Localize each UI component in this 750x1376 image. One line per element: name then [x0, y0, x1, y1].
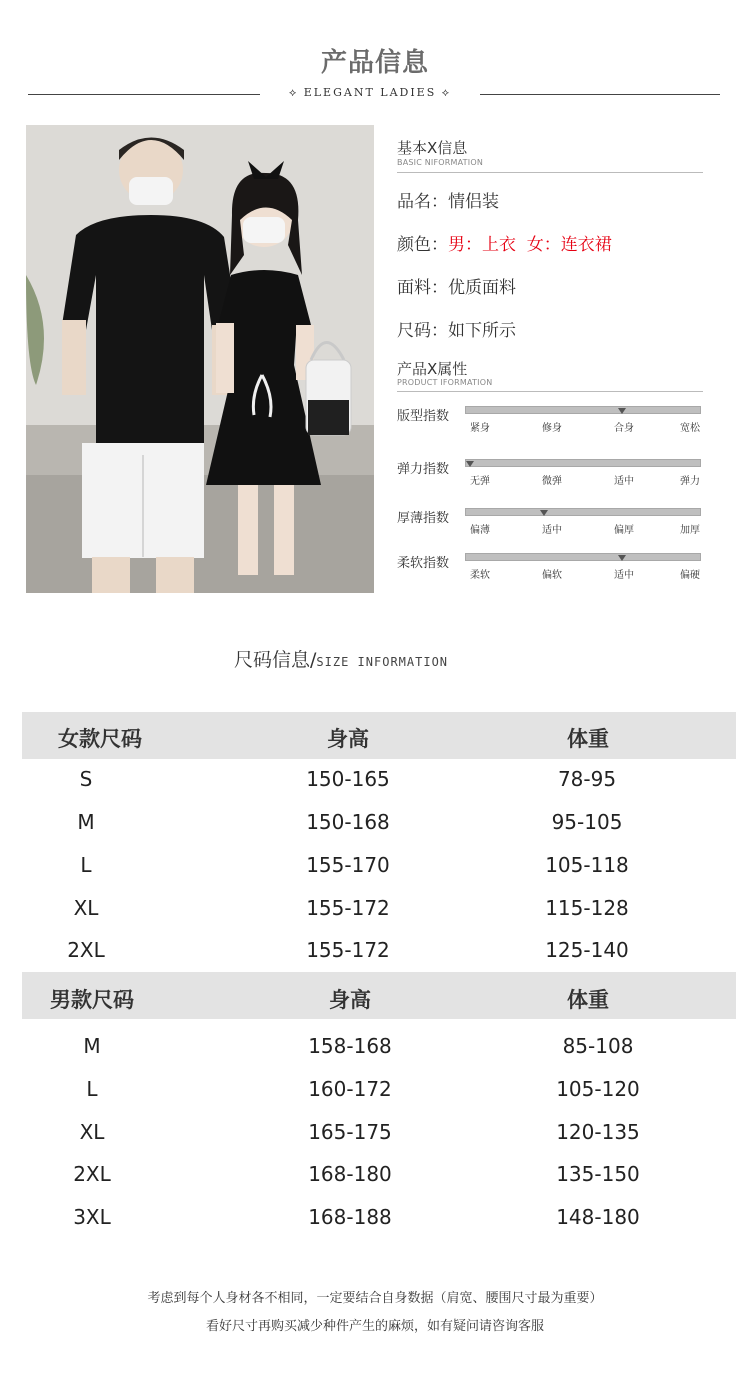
page-title: 产品信息: [320, 48, 429, 78]
attribute-label: 版型指数: [397, 409, 450, 424]
women-size-cell: 105-118: [545, 853, 629, 877]
attribute-label: 弹力指数: [397, 462, 450, 477]
women-size-cell: XL: [73, 896, 99, 920]
size-info-heading: [234, 645, 448, 672]
attribute-selected-marker: [618, 408, 626, 414]
attribute-scale-bar: [465, 553, 701, 561]
attribute-option: 无弹: [470, 476, 490, 487]
men-size-cell: 2XL: [73, 1162, 111, 1186]
attribute-option: 偏软: [542, 570, 562, 581]
men-size-cell: 3XL: [73, 1205, 111, 1229]
women-size-cell: S: [79, 767, 93, 791]
men-size-cell: 135-150: [556, 1162, 640, 1186]
size-info-heading-cn: 尺码信息: [234, 649, 311, 671]
product-size-label: 尺码：: [397, 321, 448, 341]
attribute-option: 合身: [614, 423, 634, 434]
attribute-option: 弹力: [680, 476, 700, 487]
size-info-heading-en: SIZE INFORMATION: [316, 655, 449, 669]
size-note-line-1: 考虑到每个人身材各不相同，一定要结合自身数据（肩宽、腰围尺寸最为重要）: [147, 1291, 603, 1306]
men-size-cell: M: [83, 1034, 101, 1058]
women-size-cell: 2XL: [67, 938, 105, 962]
attribute-option: 紧身: [470, 423, 490, 434]
men-size-header-cell: 体重: [567, 988, 609, 1012]
product-color-value: 男：上衣 女：连衣裙: [448, 235, 612, 255]
attributes-heading: 产品X属性: [397, 360, 468, 378]
header-divider-left: [28, 94, 260, 95]
couple-photo-illustration: [26, 125, 374, 593]
product-color-label: 颜色：: [397, 235, 448, 255]
product-photo: [26, 125, 374, 593]
men-size-cell: 165-175: [308, 1120, 392, 1144]
men-size-cell: 168-180: [308, 1162, 392, 1186]
women-size-cell: 155-172: [306, 938, 390, 962]
size-note-line-2: 看好尺寸再购买减少种件产生的麻烦，如有疑问请咨询客服: [205, 1319, 544, 1334]
men-size-cell: 168-188: [308, 1205, 392, 1229]
basic-info-heading-en: BASIC NIFORMATION: [397, 158, 484, 167]
women-size-cell: 150-165: [306, 767, 390, 791]
attributes-heading-en: PRODUCT IFORMATION: [397, 378, 493, 387]
women-size-cell: 150-168: [306, 810, 390, 834]
product-fabric-row: [397, 273, 516, 298]
subtitle-text: ELEGANT LADIES: [303, 86, 437, 99]
men-size-header-cell: 男款尺码: [50, 988, 134, 1012]
page-subtitle: [262, 86, 478, 100]
attribute-option: 偏薄: [470, 525, 490, 536]
attribute-option: 宽松: [680, 423, 700, 434]
men-size-cell: 120-135: [556, 1120, 640, 1144]
attribute-scale-bar: [465, 406, 701, 414]
women-size-header-cell: 女款尺码: [58, 727, 142, 751]
men-size-cell: 148-180: [556, 1205, 640, 1229]
attribute-scale-bar: [465, 508, 701, 516]
attribute-option: 适中: [542, 525, 562, 536]
attribute-selected-marker: [618, 555, 626, 561]
women-size-cell: 155-170: [306, 853, 390, 877]
women-size-header-cell: 身高: [327, 727, 369, 751]
men-size-cell: 160-172: [308, 1077, 392, 1101]
men-size-cell: 158-168: [308, 1034, 392, 1058]
header-divider-right: [480, 94, 720, 95]
attribute-option: 微弹: [542, 476, 562, 487]
women-size-cell: 115-128: [545, 896, 629, 920]
attribute-selected-marker: [540, 510, 548, 516]
attribute-label: 柔软指数: [397, 556, 450, 571]
women-size-cell: 95-105: [551, 810, 623, 834]
attribute-option: 加厚: [680, 525, 700, 536]
attribute-option: 修身: [542, 423, 562, 434]
women-size-cell: 78-95: [557, 767, 617, 791]
product-name-label: 品名：: [397, 192, 448, 212]
attribute-option: 偏硬: [680, 570, 700, 581]
product-fabric-value: 优质面料: [448, 278, 516, 298]
women-size-cell: L: [80, 853, 92, 877]
men-size-cell: 105-120: [556, 1077, 640, 1101]
attributes-divider: [397, 391, 703, 392]
attribute-label: 厚薄指数: [397, 511, 450, 526]
product-name-row: [397, 187, 499, 212]
subtitle-ornament-right: ⟡: [436, 86, 452, 99]
attribute-selected-marker: [466, 461, 474, 467]
product-fabric-label: 面料：: [397, 278, 448, 298]
men-size-cell: XL: [79, 1120, 105, 1144]
product-color-row: [397, 230, 612, 255]
women-size-cell: M: [77, 810, 95, 834]
basic-info-divider: [397, 172, 703, 173]
attribute-option: 适中: [614, 570, 634, 581]
men-size-header-cell: 身高: [329, 988, 371, 1012]
product-size-row: [397, 316, 516, 341]
basic-info-heading: 基本X信息: [397, 139, 468, 157]
attribute-scale-bar: [465, 459, 701, 467]
product-size-value: 如下所示: [448, 321, 516, 341]
women-size-cell: 125-140: [545, 938, 629, 962]
size-info-slash: /: [310, 649, 317, 671]
attribute-option: 适中: [614, 476, 634, 487]
product-name-value: 情侣装: [448, 192, 499, 212]
subtitle-ornament-left: ⟡: [288, 86, 304, 99]
women-size-header-cell: 体重: [567, 727, 609, 751]
attribute-option: 柔软: [470, 570, 490, 581]
men-size-cell: L: [86, 1077, 98, 1101]
attribute-option: 偏厚: [614, 525, 634, 536]
men-size-cell: 85-108: [562, 1034, 634, 1058]
women-size-cell: 155-172: [306, 896, 390, 920]
